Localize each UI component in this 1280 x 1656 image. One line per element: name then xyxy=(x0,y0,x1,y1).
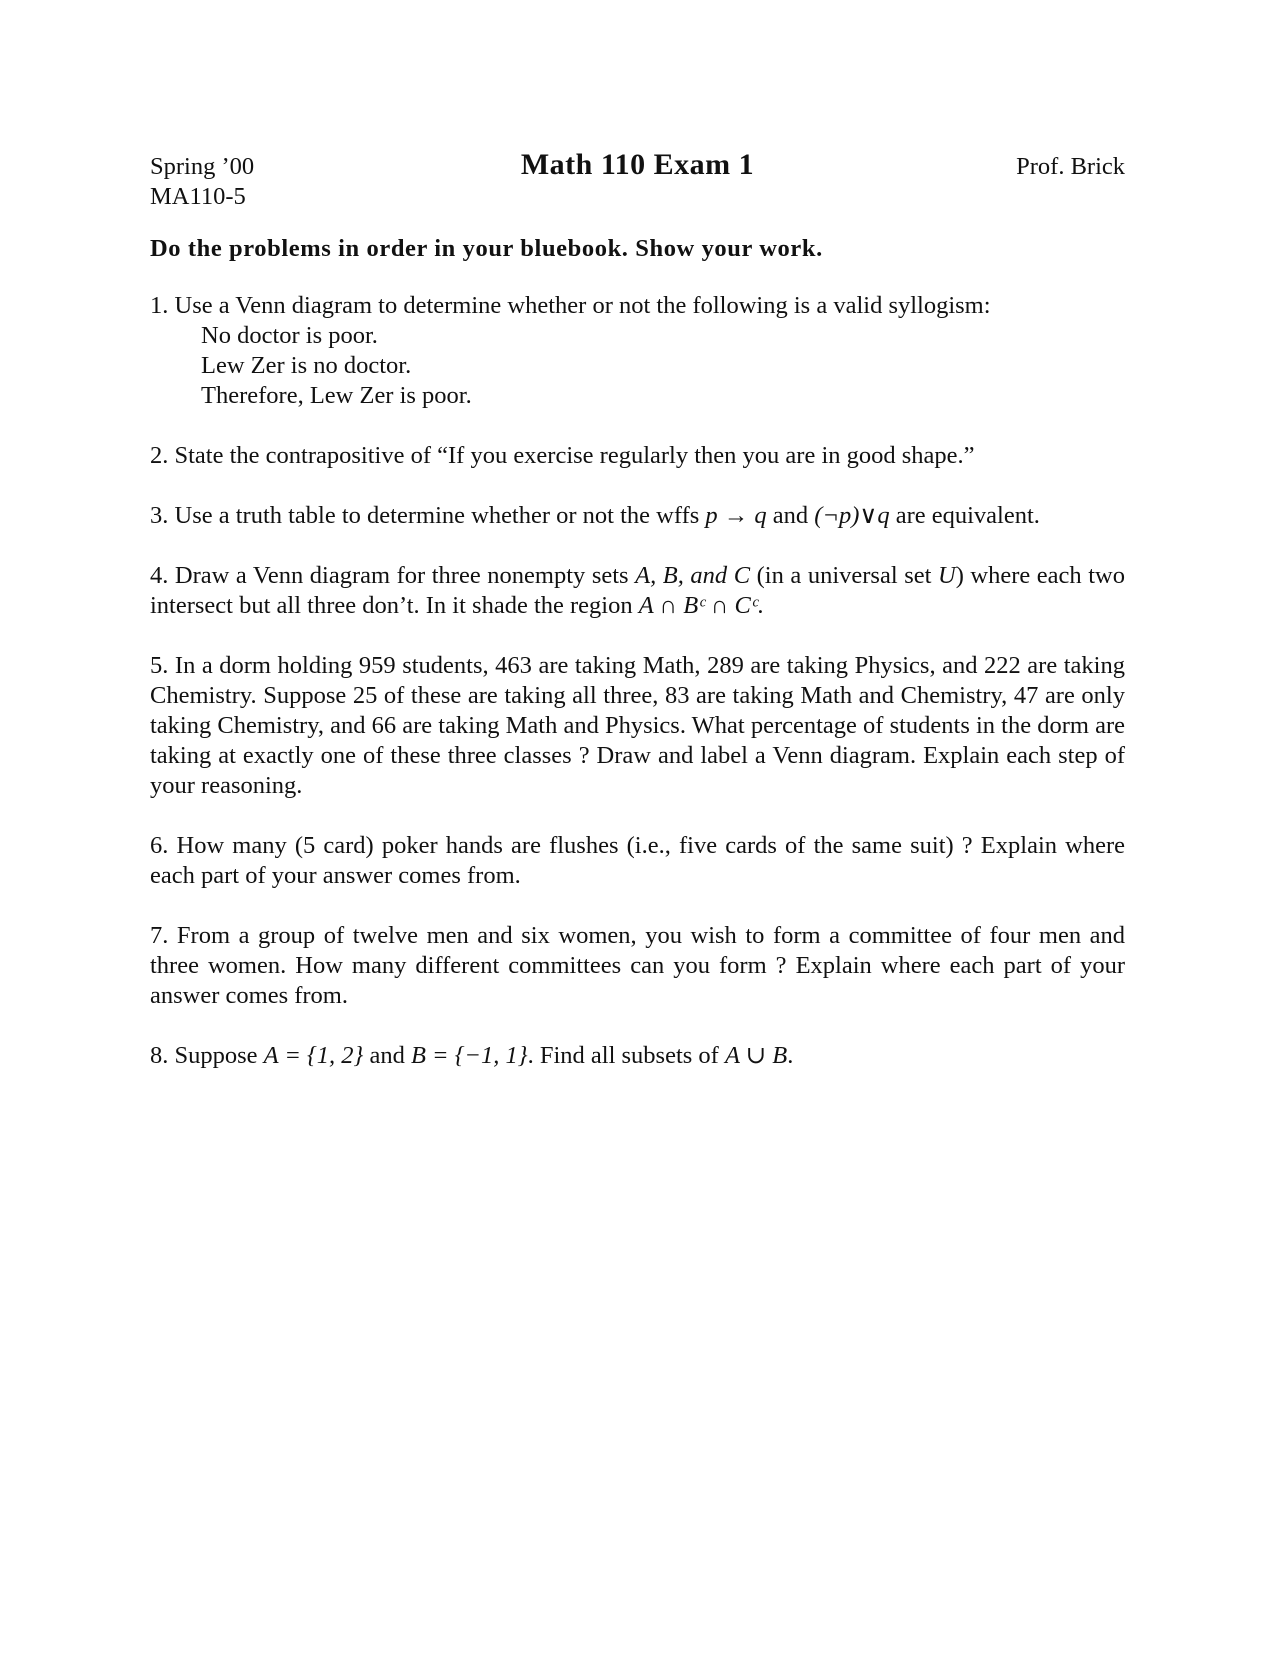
problem-8-middle-2: . Find all subsets of xyxy=(527,1042,725,1069)
problem-4-sets: A, B, and C xyxy=(635,562,751,589)
syllogism-premise-1: No doctor is poor. xyxy=(201,322,378,349)
problem-4-universal-set: U xyxy=(937,562,956,589)
problem-2-text: 2. State the contrapositive of “If you exercise regularly then you are in good shape.” xyxy=(150,442,975,469)
problem-4 xyxy=(150,561,1125,621)
problem-1 xyxy=(150,291,1125,411)
problem-6 xyxy=(150,831,1125,891)
problem-4-middle: (in a universal set xyxy=(750,562,938,589)
problem-8 xyxy=(150,1041,1125,1071)
problem-3-wff-2: (¬p)∨q xyxy=(814,502,890,529)
problem-4-suffix: . xyxy=(757,592,764,619)
syllogism xyxy=(150,321,1125,411)
syllogism-conclusion: Therefore, Lew Zer is poor. xyxy=(201,382,472,409)
problem-8-middle: and xyxy=(363,1042,411,1069)
problem-4-region: A ∩ Bᶜ ∩ Cᶜ xyxy=(638,592,758,619)
problem-7-text: 7. From a group of twelve men and six women, you wish to form a committee of four men and three women. How many different committees can you form ? Explain where each part of your answer comes from. xyxy=(150,922,1125,1009)
exam-header xyxy=(150,144,1125,212)
problem-5 xyxy=(150,651,1125,801)
exam-page xyxy=(150,144,1125,1101)
instructions: Do the problems in order in your bluebook. Show your work. xyxy=(150,235,823,262)
course-code-label: MA110-5 xyxy=(150,183,246,210)
problem-3-middle: and xyxy=(766,502,815,529)
instructor-label: Prof. Brick xyxy=(1016,153,1125,180)
problem-8-set-a: A = {1, 2} xyxy=(263,1042,364,1069)
problem-7 xyxy=(150,921,1125,1011)
problem-3 xyxy=(150,501,1125,531)
problem-3-prefix: 3. Use a truth table to determine whether or not the wffs xyxy=(150,502,706,529)
problem-3-suffix: are equivalent. xyxy=(889,502,1040,529)
problem-5-text: 5. In a dorm holding 959 students, 463 are taking Math, 289 are taking Physics, and 222 are taking Chemistry. Suppose 25 of these are taking all three, 83 are taking Math and Chemistry, 47 are only taking Chemistry, and 66 are taking Math and Physics. What percentage of students in the dorm are taking at exactly one of these three classes ? Draw and label a Venn diagram. Explain each step of your reasoning. xyxy=(150,652,1125,799)
problem-4-middle-2: ) where each two intersect but all three don’t. In it shade the region xyxy=(150,562,1125,619)
problem-8-union: A ∪ B xyxy=(724,1042,788,1069)
problem-8-suffix: . xyxy=(787,1042,794,1069)
problem-2 xyxy=(150,441,1125,471)
problem-6-text: 6. How many (5 card) poker hands are flushes (i.e., five cards of the same suit) ? Explain where each part of your answer comes from. xyxy=(150,832,1125,889)
problem-3-wff-1: p → q xyxy=(705,502,767,529)
problem-1-text: 1. Use a Venn diagram to determine whether or not the following is a valid syllogism: xyxy=(150,292,991,319)
problem-8-prefix: 8. Suppose xyxy=(150,1042,264,1069)
exam-title: Math 110 Exam 1 xyxy=(520,148,755,181)
semester-label: Spring ’00 xyxy=(150,153,255,180)
syllogism-premise-2: Lew Zer is no doctor. xyxy=(201,352,412,379)
problem-list xyxy=(150,291,1125,1071)
problem-8-set-b: B = {−1, 1} xyxy=(410,1042,528,1069)
problem-4-prefix: 4. Draw a Venn diagram for three nonempty sets xyxy=(150,562,636,589)
